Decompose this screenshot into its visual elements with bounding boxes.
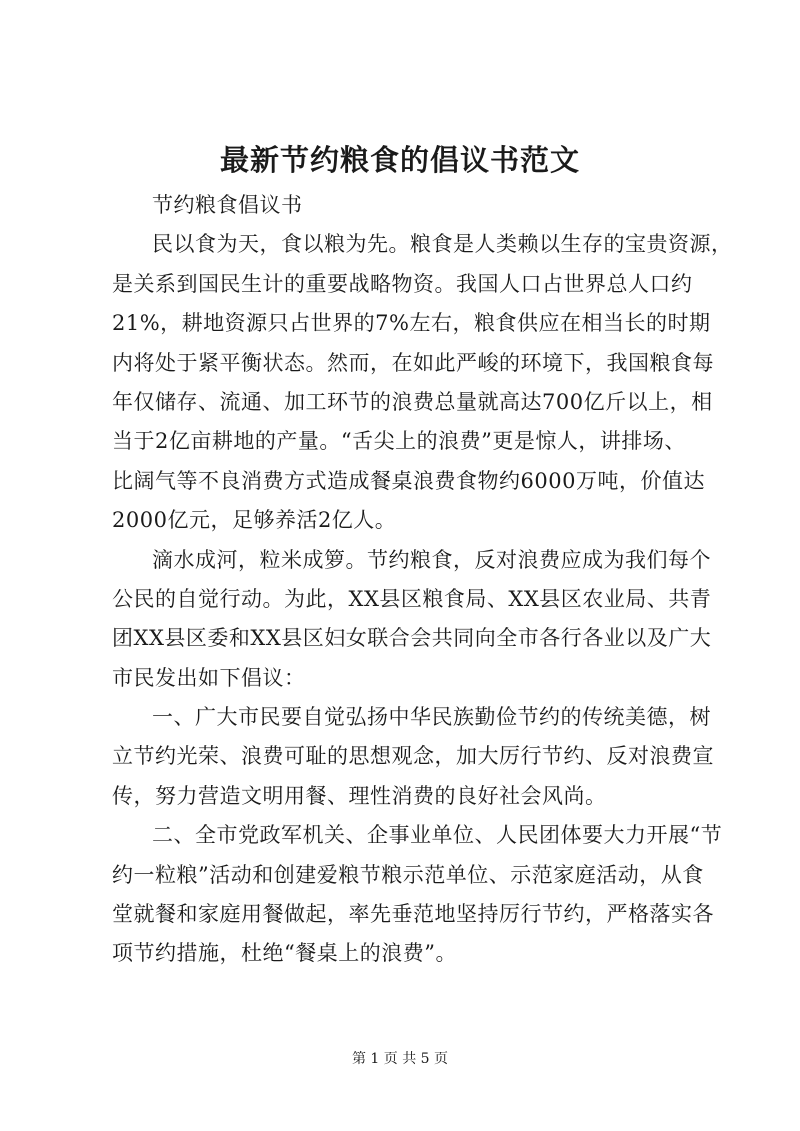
body-line: 市民发出如下倡议： — [112, 665, 306, 690]
body-line: 约一粒粮”活动和创建爱粮节粮示范单位、示范家庭活动，从食 — [112, 862, 704, 887]
body-line: 团XX县区委和XX县区妇女联合会共同向全市各行各业以及广大 — [112, 626, 712, 651]
body-line: 传，努力营造文明用餐、理性消费的良好社会风尚。 — [112, 783, 607, 808]
body-line: 2000亿元，足够养活2亿人。 — [112, 508, 397, 533]
body-line: 公民的自觉行动。为此，XX县区粮食局、XX县区农业局、共青 — [112, 586, 712, 611]
body-line: 堂就餐和家庭用餐做起，率先垂范地坚持厉行节约，严格落实各 — [112, 902, 714, 927]
body-line: 滴水成河，粒米成箩。节约粮食，反对浪费应成为我们每个 — [152, 547, 711, 572]
document-title: 最新节约粮食的倡议书范文 — [219, 143, 580, 177]
body-line: 当于2亿亩耕地的产量。“舌尖上的浪费”更是惊人，讲排场、 — [112, 429, 686, 454]
page-footer: 第 1 页 共 5 页 — [351, 1051, 449, 1067]
body-line: 民以食为天，食以粮为先。粮食是人类赖以生存的宝贵资源， — [152, 232, 733, 257]
body-line: 项节约措施，杜绝“餐桌上的浪费”。 — [112, 941, 457, 966]
body-line: 是关系到国民生计的重要战略物资。我国人口占世界总人口约 — [112, 271, 693, 296]
body-line: 内将处于紧平衡状态。然而，在如此严峻的环境下，我国粮食每 — [112, 350, 714, 375]
body-line: 立节约光荣、浪费可耻的思想观念，加大厉行节约、反对浪费宣 — [112, 744, 714, 769]
body-line: 节约粮食倡议书 — [152, 193, 303, 217]
body-line: 二、全市党政军机关、企事业单位、人民团体要大力开展“节 — [152, 823, 723, 848]
document-body — [112, 186, 733, 974]
body-line: 年仅储存、流通、加工环节的浪费总量就高达700亿斤以上，相 — [112, 389, 713, 414]
body-line: 比阔气等不良消费方式造成餐桌浪费食物约6000万吨，价值达 — [112, 468, 705, 493]
body-line: 21%，耕地资源只占世界的7%左右，粮食供应在相当长的时期 — [112, 311, 711, 336]
body-line: 一、广大市民要自觉弘扬中华民族勤俭节约的传统美德，树 — [152, 705, 711, 730]
